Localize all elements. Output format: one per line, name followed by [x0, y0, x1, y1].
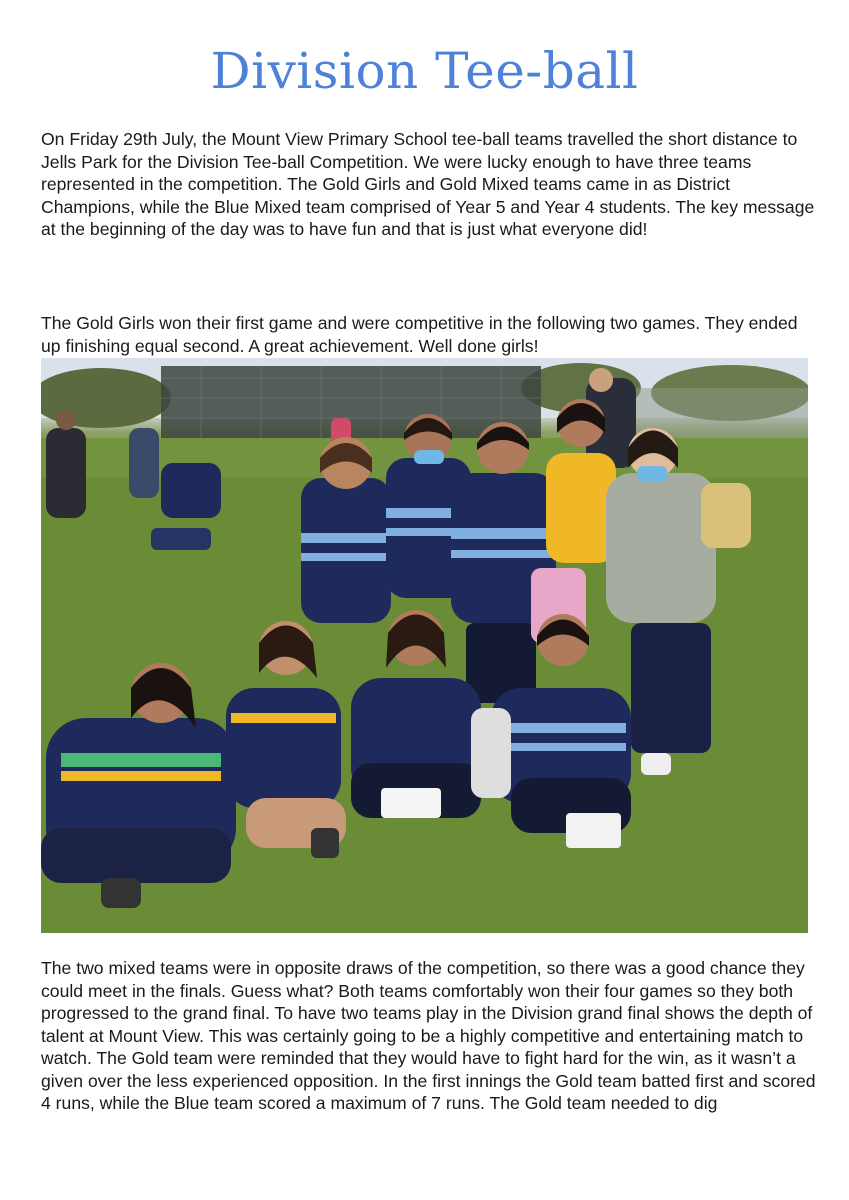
team-photo	[41, 358, 808, 933]
paragraph-intro: On Friday 29th July, the Mount View Primary School tee-ball teams travelled the short distance to Jells Park for the Division Tee-ball Competition. We were lucky enough to have three teams represented in the competition. The Gold Girls and Gold Mixed teams came in as District Champions, while the Blue Mixed team comprised of Year 5 and Year 4 students. The key message at the beginning of the day was to have fun and that is just what everyone did!	[41, 129, 815, 239]
paragraph-mixed-teams: The two mixed teams were in opposite draws of the competition, so there was a good chance they could meet in the finals. Guess what? Both teams comfortably won their four games so they both progressed to the grand final. To have two teams play in the Division grand final shows the depth of talent at Mount View. This was certainly going to be a highly competitive and entertaining match to watch. The Gold team were reminded that they would have to fight hard for the win, as it wasn’t a given over the less experienced opposition. In the first innings the Gold team batted first and scored 4 runs, while the Blue team scored a maximum of 7 runs. The Gold team needed to dig	[41, 958, 816, 1113]
paragraph-gold-girls: The Gold Girls won their first game and were competitive in the following two games. They ended up finishing equal second. A great achievement. Well done girls!	[41, 313, 798, 356]
page-title: Division Tee-ball	[210, 42, 639, 100]
